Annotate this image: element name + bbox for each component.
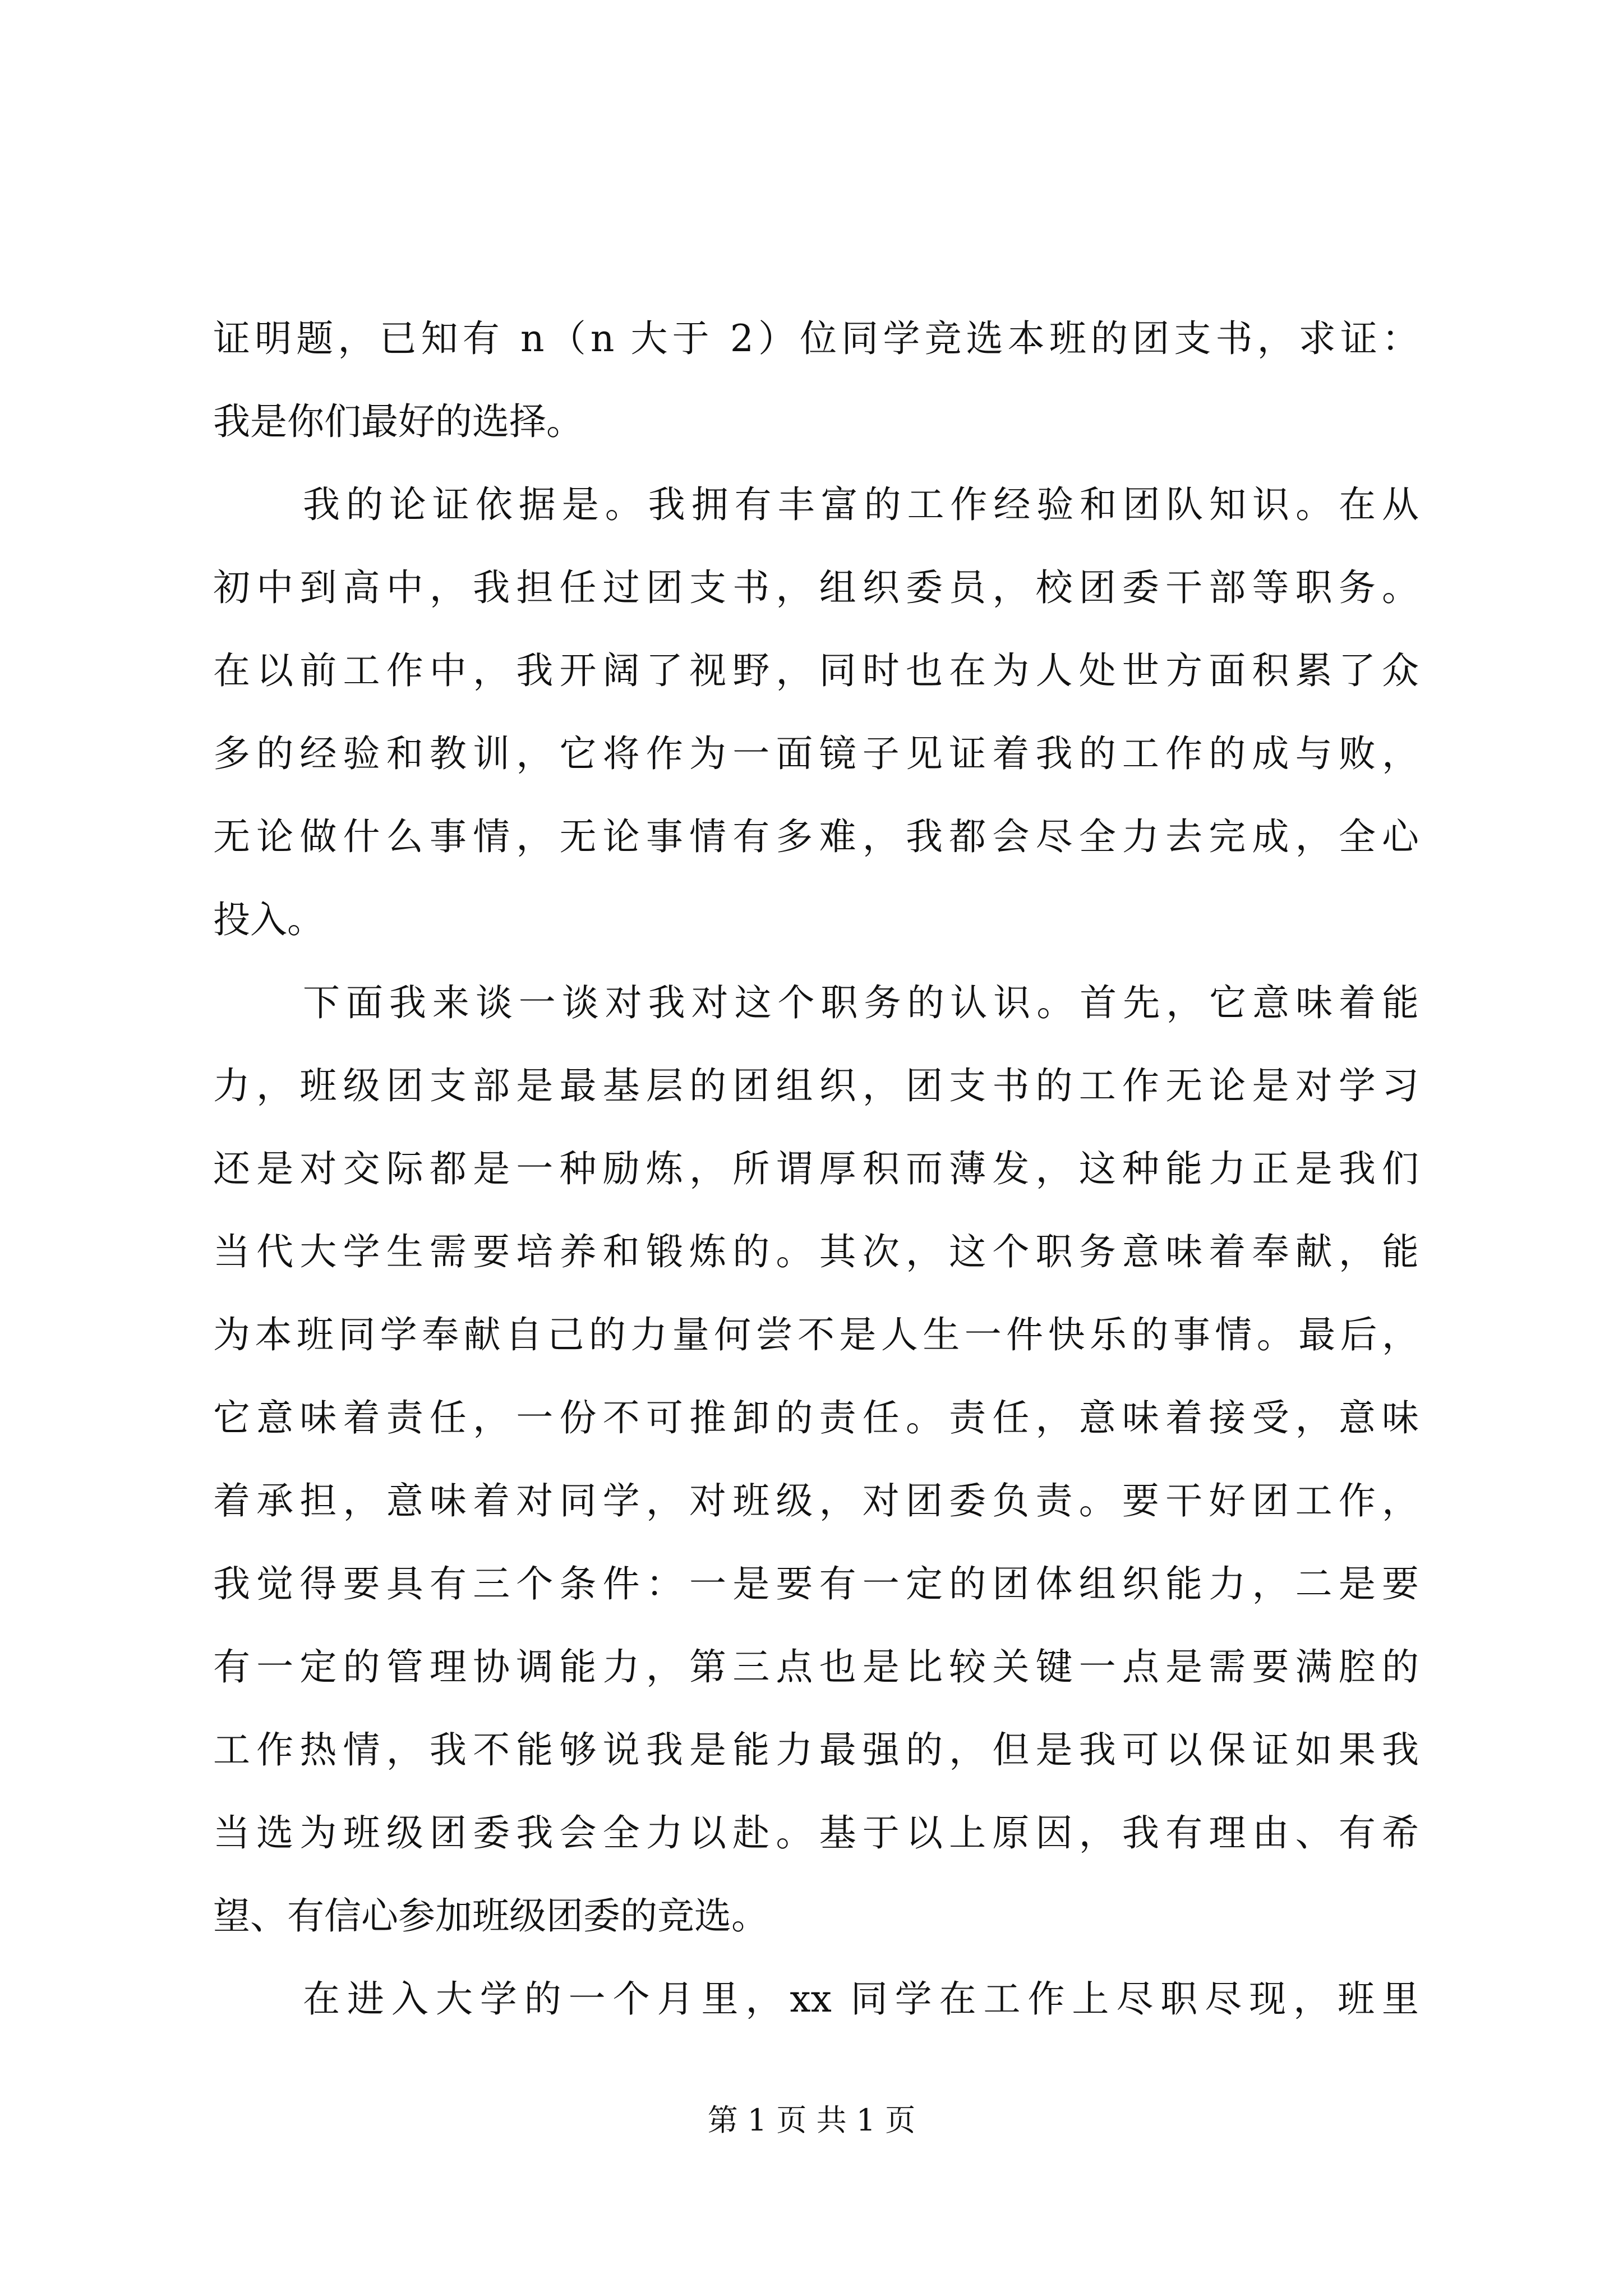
text-line: 力，班级团支部是最基层的团组织，团支书的工作无论是对学习 — [213, 1064, 1419, 1107]
text-line: 证明题，已知有 n（n 大于 2）位同学竞选本班的团支书，求证： — [213, 317, 1419, 360]
text-line: 着承担，意味着对同学，对班级，对团委负责。要干好团工作， — [213, 1479, 1419, 1522]
text-line: 无论做什么事情，无论事情有多难，我都会尽全力去完成，全心 — [213, 815, 1419, 858]
text-line: 在进入大学的一个月里，xx 同学在工作上尽职尽现，班里 — [303, 1977, 1419, 2021]
text-line: 为本班同学奉献自己的力量何尝不是人生一件快乐的事情。最后， — [213, 1313, 1419, 1356]
paragraph — [213, 961, 1419, 1958]
text-line: 我是你们最好的选择。 — [213, 400, 583, 443]
paragraph — [213, 297, 1419, 463]
document-body — [213, 297, 1419, 2041]
text-line: 投入。 — [213, 898, 324, 941]
text-line: 它意味着责任，一份不可推卸的责任。责任，意味着接受，意味 — [213, 1396, 1419, 1439]
text-line: 有一定的管理协调能力，第三点也是比较关键一点是需要满腔的 — [213, 1645, 1419, 1688]
page-number-footer: 第 1 页 共 1 页 — [707, 2102, 916, 2138]
text-line: 下面我来谈一谈对我对这个职务的认识。首先，它意味着能 — [303, 981, 1419, 1024]
text-line: 当代大学生需要培养和锻炼的。其次，这个职务意味着奉献，能 — [213, 1230, 1419, 1273]
text-line: 多的经验和教训，它将作为一面镜子见证着我的工作的成与败， — [213, 732, 1419, 775]
text-line: 还是对交际都是一种励炼，所谓厚积而薄发，这种能力正是我们 — [213, 1147, 1419, 1190]
text-line: 当选为班级团委我会全力以赴。基于以上原因，我有理由、有希 — [213, 1811, 1419, 1855]
text-line: 初中到高中，我担任过团支书，组织委员，校团委干部等职务。 — [213, 566, 1419, 609]
text-line: 我的论证依据是。我拥有丰富的工作经验和团队知识。在从 — [303, 483, 1419, 526]
paragraph — [213, 463, 1419, 961]
paragraph — [213, 1958, 1419, 2041]
text-line: 工作热情，我不能够说我是能力最强的，但是我可以保证如果我 — [213, 1728, 1419, 1772]
text-line: 在以前工作中，我开阔了视野，同时也在为人处世方面积累了众 — [213, 649, 1419, 692]
text-line: 我觉得要具有三个条件：一是要有一定的团体组织能力，二是要 — [213, 1562, 1419, 1605]
text-line: 望、有信心参加班级团委的竞选。 — [213, 1894, 768, 1938]
